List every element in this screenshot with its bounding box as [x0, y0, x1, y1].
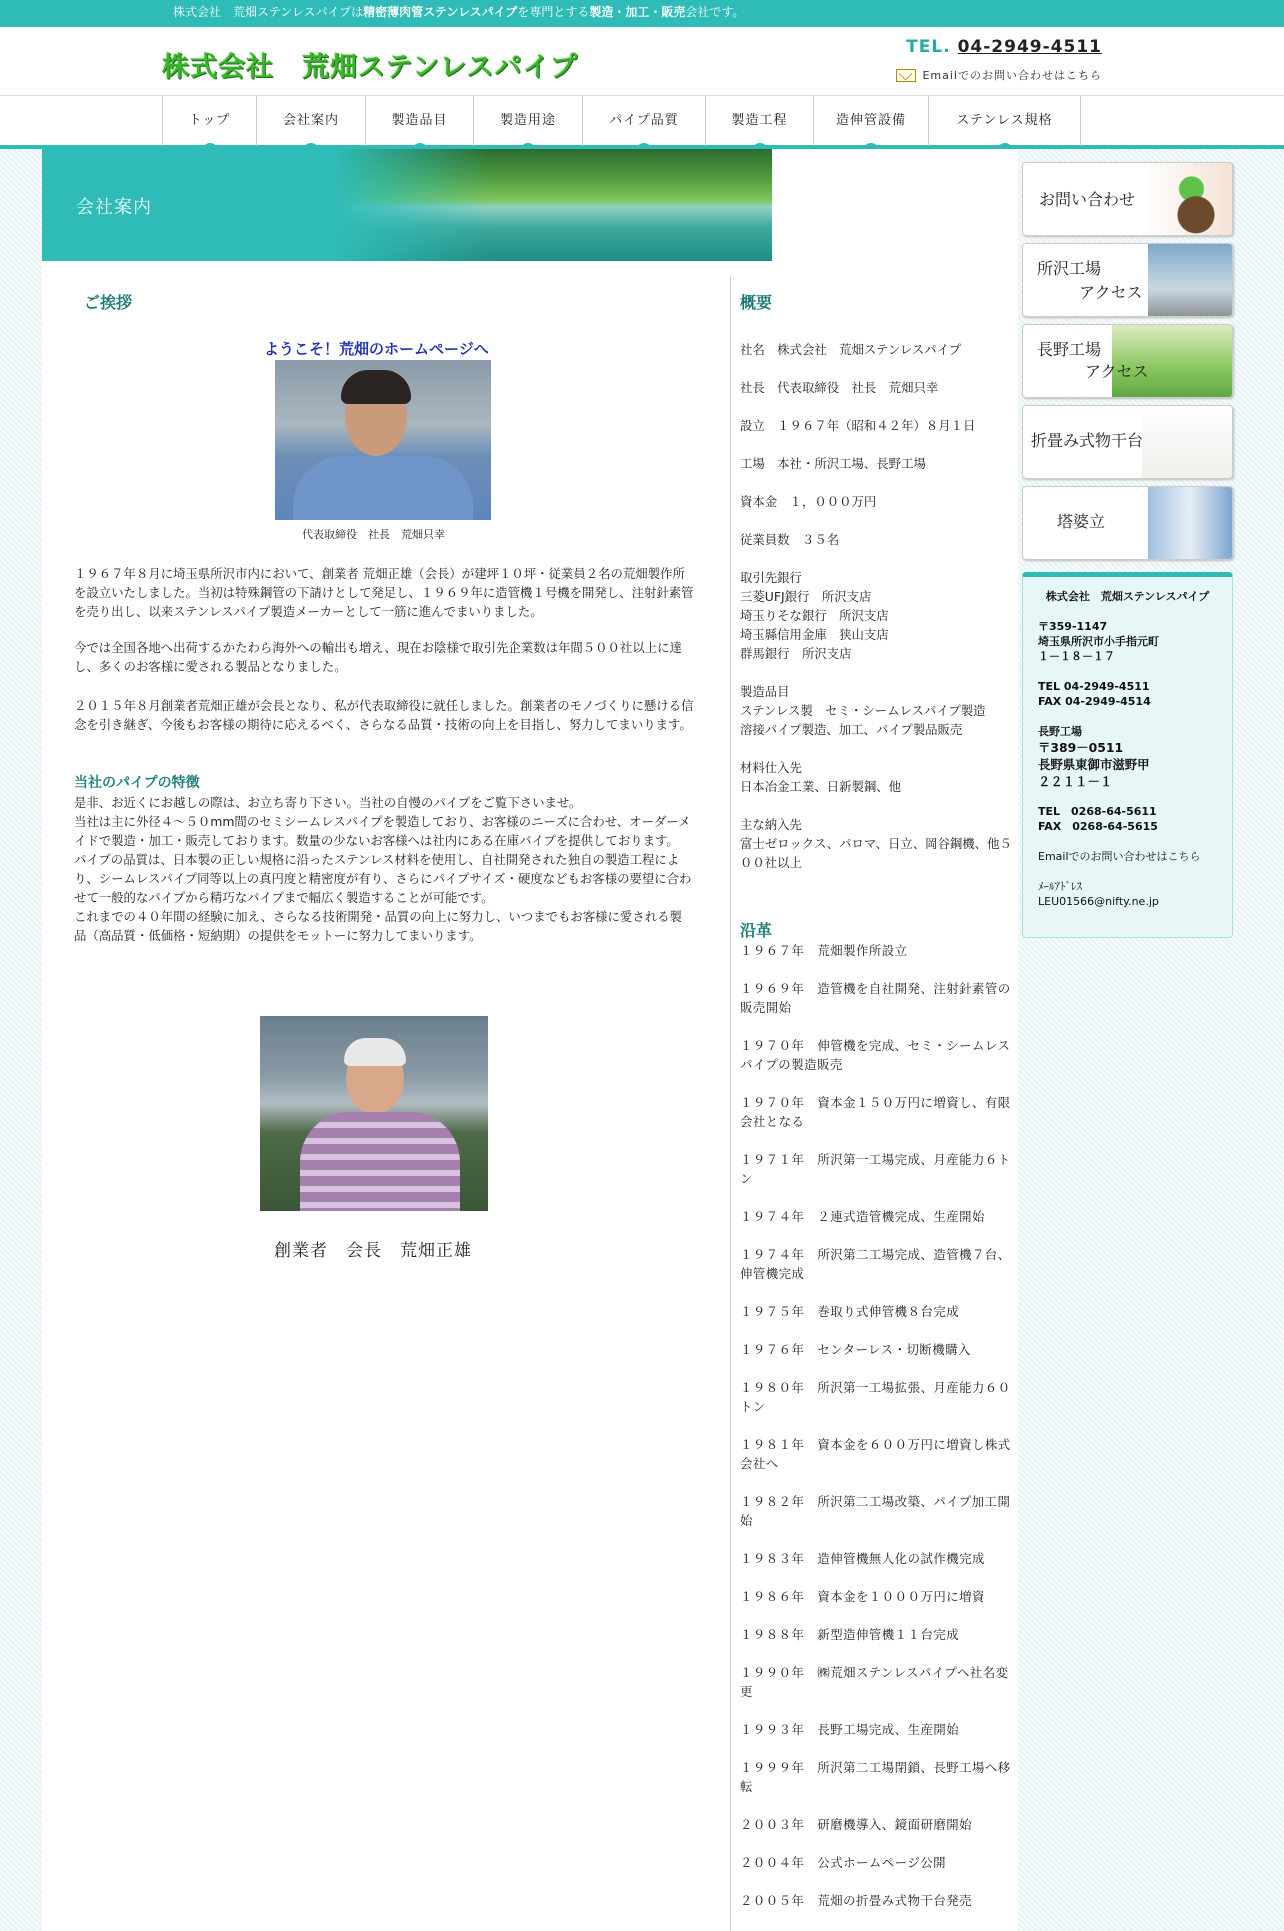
info-nagano-fax: FAX 0268-64-5615 [1038, 820, 1158, 833]
lake-forest-image [332, 149, 772, 261]
folding-drying-rack-button[interactable]: 折畳み式物干台 [1022, 405, 1233, 479]
info-mail-text: Emailでのお問い合わせは [1038, 850, 1168, 863]
info-nagano-address-1: 長野県東御市滋野甲 [1038, 757, 1150, 772]
tel-line [906, 37, 1102, 57]
toba-stand-button[interactable]: 塔婆立 [1022, 486, 1233, 560]
info-nagano-zip: 〒389－0511 [1038, 740, 1124, 755]
history-item: １９８８年 新型造伸管機１１台完成 [740, 1627, 960, 1642]
tokorozawa-access-button[interactable]: 所沢工場 アクセス [1022, 243, 1233, 317]
info-nagano-tel: TEL 0268-64-5611 [1038, 805, 1157, 818]
nav-top[interactable]: トップ [163, 96, 257, 146]
nagano-access-button[interactable]: 長野工場 アクセス [1022, 324, 1233, 398]
history-item: １９７４年 所沢第二工場完成、造管機７台、伸管機完成 [740, 1247, 1011, 1281]
info-hq-fax: FAX 04-2949-4514 [1038, 695, 1151, 708]
sprout-hand-image [1142, 163, 1232, 236]
info-hq-zip: 〒359-1147 [1038, 620, 1108, 633]
history-heading: 沿革 [740, 921, 773, 940]
history-item: １９６９年 造管機を自社開発、注射針素管の販売開始 [740, 981, 1011, 1015]
overview-item: 社長 代表取締役 社長 荒畑只幸 [740, 380, 939, 395]
envelope-icon [896, 69, 916, 82]
overview-heading: 概要 [740, 293, 773, 312]
overview-item: 設立 １９６７年（昭和４２年）８月１日 [740, 418, 976, 433]
history-item: １９８３年 造伸管機無人化の試作機完成 [740, 1551, 985, 1566]
overview-suppliers: 材料仕入先 日本冶金工業、日新製鋼、他 [740, 760, 902, 794]
info-hq-tel: TEL 04-2949-4511 [1038, 680, 1150, 693]
tel-number-link[interactable]: 04-2949-4511 [957, 37, 1102, 57]
nav-uses[interactable]: 製造用途 [474, 96, 583, 146]
history-item: １９７５年 巻取り式伸管機８台完成 [740, 1304, 960, 1319]
gravestone-image [1148, 487, 1232, 560]
info-hq-address-2: １－１８－１７ [1038, 650, 1115, 663]
history-item: １９７４年 ２連式造管機完成、生産開始 [740, 1209, 985, 1224]
drying-rack-image [1142, 406, 1232, 479]
site-logo[interactable]: 株式会社 荒畑ステンレスパイプ [162, 52, 578, 83]
overview-products: 製造品目 ステンレス製 セミ・シームレスパイプ製造 溶接パイプ製造、加工、パイプ製品販売 [740, 684, 986, 737]
history-item: ２００３年 研磨機導入、鏡面研磨開始 [740, 1817, 973, 1832]
welcome-heading: ようこそ！荒畑のホームページへ [264, 340, 489, 358]
history-item: １９７０年 伸管機を完成、セミ・シームレスパイプの製造販売 [740, 1038, 1011, 1072]
company-info-box [1022, 572, 1233, 938]
global-nav [0, 95, 1284, 149]
info-company: 株式会社 荒畑ステンレスパイプ [1045, 590, 1210, 603]
column-divider [730, 276, 731, 1931]
tel-label: TEL. [906, 37, 951, 57]
history-item: １９８６年 資本金を１０００万円に増資 [740, 1589, 985, 1604]
top-tagline: 株式会社 荒畑ステンレスパイプは精密薄肉管ステンレスパイプを専門とする製造・加工・販売会社です。 [0, 0, 1284, 27]
history-item: １９８２年 所沢第二工場改築、パイプ加工開始 [740, 1494, 1011, 1528]
history-item: １９７１年 所沢第一工場完成、月産能力６トン [740, 1152, 1011, 1186]
feature-heading: 当社のパイプの特徴 [74, 775, 200, 791]
history-item: １９６７年 荒畑製作所設立 [740, 943, 908, 958]
nav-company[interactable]: 会社案内 [257, 96, 366, 146]
nav-standards[interactable]: ステンレス規格 [929, 96, 1081, 146]
page-banner [42, 149, 772, 261]
president-caption: 代表取締役 社長 荒畑只幸 [302, 528, 445, 541]
history-item: １９９０年 ㈱荒畑ステンレスパイプへ社名変更 [740, 1665, 1009, 1699]
info-hq-address-1: 埼玉県所沢市小手指元町 [1038, 635, 1159, 648]
greeting-heading: ご挨拶 [84, 293, 133, 312]
info-mail-label: ﾒｰﾙｱﾄﾞﾚｽ [1038, 880, 1082, 893]
info-mail-address[interactable]: LEU01566@nifty.ne.jp [1038, 895, 1159, 908]
mail-contact-link[interactable]: こちら [1066, 69, 1102, 82]
overview-item: 従業員数 ３５名 [740, 532, 840, 547]
mail-contact-text: Emailでのお問い合わせは [922, 69, 1066, 82]
page-title: 会社案内 [76, 197, 152, 218]
info-nagano-title: 長野工場 [1038, 725, 1082, 738]
founder-caption: 創業者 会長 荒畑正雄 [274, 1241, 472, 1261]
founder-photo [260, 1016, 488, 1211]
overview-item: 社名 株式会社 荒畑ステンレスパイプ [740, 342, 962, 357]
nav-equipment[interactable]: 造伸管設備 [814, 96, 929, 146]
history-item: １９９３年 長野工場完成、生産開始 [740, 1722, 960, 1737]
info-mail-link[interactable]: こちら [1167, 850, 1201, 863]
history-item: ２００４年 公式ホームページ公開 [740, 1855, 947, 1870]
nav-quality[interactable]: パイプ品質 [583, 96, 706, 146]
nav-process[interactable]: 製造工程 [706, 96, 814, 146]
nav-products[interactable]: 製造品目 [366, 96, 474, 146]
history-item: １９８０年 所沢第一工場拡張、月産能力６０トン [740, 1380, 1011, 1414]
history-item: １９７６年 センターレス・切断機購入 [740, 1342, 971, 1357]
contact-banner-button[interactable]: お問い合わせ [1022, 162, 1233, 236]
feature-body: 是非、お近くにお越しの際は、お立ち寄り下さい。当社の自慢のパイプをご覧下さいませ。 当社は主に外径４～５０mm間のセミシームレスパイプを製造しており、お客様のニーズに合わせ、オーダーメイドで製造・加工・販売しております。数量の少ないお客様へは社内にある在庫パイプを提供しております。 パイプの品質は、日本製の正しい規格に沿ったステンレス材料を使用し、自社開発された独自の製造工程により、シームレスパイプ同等以上の真円度と精密度が有り、さらにパイプサイズ・硬度などもお客様の要望に合わせて一般的なパイプから精巧なパイプまで幅広く製造することが可能です。 これまでの４０年間の経験に加え、さらなる技術開発・品質の向上に努力し、いつまでもお客様に愛される製品（高品質・低価格・短納期）の提供をモットーに努力してまいります。 [74, 795, 692, 943]
site-header [0, 27, 1284, 95]
history-item: ２００５年 荒畑の折畳み式物干台発売 [740, 1893, 973, 1908]
president-photo [275, 360, 491, 520]
overview-item: 工場 本社・所沢工場、長野工場 [740, 456, 926, 471]
greeting-paragraph-1: １９６７年８月に埼玉県所沢市内において、創業者 荒畑正雄（会長）が建坪１０坪・従業員２名の荒畑製作所を設立いたしました。当初は特殊鋼管の下請けとして発足し、１９６９年に造管機１号機を開発し、注射針素管を売り出し、以来ステンレスパイプ製造メーカーとして一筋に進んでまいりました。 [74, 566, 694, 619]
history-item: １９７０年 資本金１５０万円に増資し、有限会社となる [740, 1095, 1011, 1129]
overview-item: 資本金 １，０００万円 [740, 494, 877, 509]
greeting-paragraph-2: 今では全国各地へ出荷するかたわら海外への輸出も増え、現在お陰様で取引先企業数は年間５００社以上に達し、多くのお客様に愛される製品となりました。 [74, 640, 682, 674]
history-item: １９８１年 資本金を６００万円に増資し株式会社へ [740, 1437, 1011, 1471]
overview-banks: 取引先銀行 三菱UFJ銀行 所沢支店 埼玉りそな銀行 所沢支店 埼玉縣信用金庫 狭山支店 群馬銀行 所沢支店 [740, 570, 889, 661]
greeting-paragraph-3: ２０１５年８月創業者荒畑正雄が会長となり、私が代表取締役に就任しました。創業者のモノづくりに懸ける信念を引き継ぎ、今後もお客様の期待に応えるべく、さらなる品質・技術の向上を目指し、努力してまいります。 [74, 698, 694, 732]
mail-contact-line [896, 67, 1102, 83]
businessman-image [1148, 244, 1232, 317]
history-item: １９９９年 所沢第二工場閉鎖、長野工場へ移転 [740, 1760, 1011, 1794]
overview-customers: 主な納入先 富士ゼロックス、パロマ、日立、岡谷鋼機、他５００社以上 [740, 817, 1012, 870]
info-nagano-address-2: ２２１１－１ [1038, 774, 1113, 789]
